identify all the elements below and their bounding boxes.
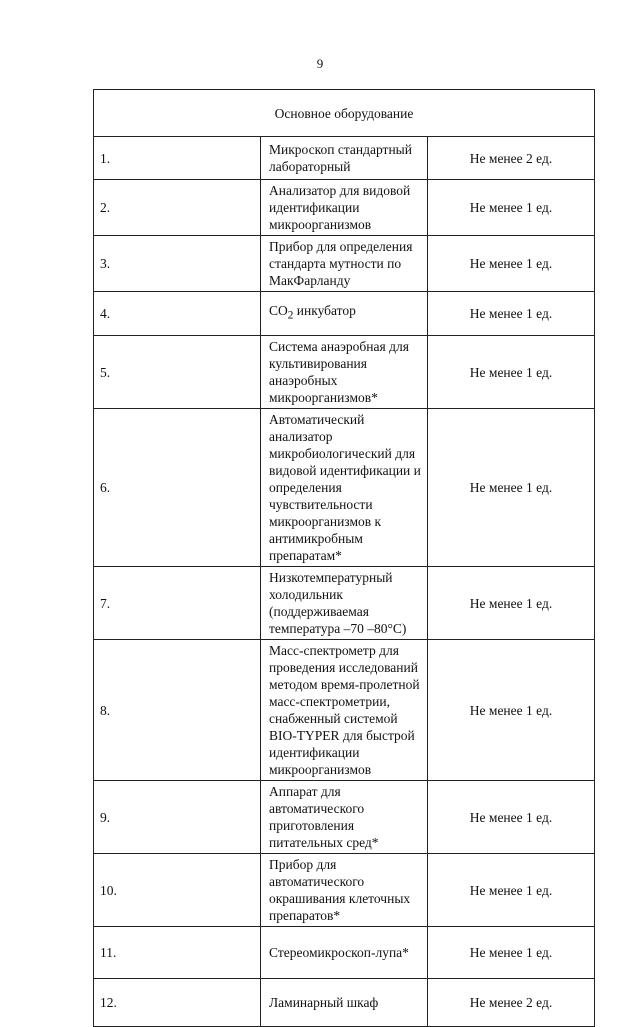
page-number: 9 [316,56,324,71]
row-number: 6. [94,409,261,567]
equipment-name: Система анаэробная для культивирования анаэробных микроорганизмов* [261,336,428,409]
equipment-quantity: Не менее 1 ед. [428,927,595,979]
row-number: 2. [94,180,261,236]
table-row [94,137,595,180]
table-header-row [94,90,595,137]
table-row [94,640,595,781]
equipment-name: Аппарат для автоматического приготовления питательных сред* [261,781,428,854]
equipment-quantity: Не менее 1 ед. [428,236,595,292]
co2-text: CO [269,303,288,319]
row-number: 5. [94,336,261,409]
equipment-name: Микроскоп стандартный лабораторный [261,137,428,180]
row-number: 11. [94,927,261,979]
equipment-name [261,292,428,336]
table-row [94,927,595,979]
row-number: 4. [94,292,261,336]
table-row [94,180,595,236]
table-row [94,292,595,336]
co2-subscript: 2 [287,309,294,322]
equipment-name: Масс-спектрометр для проведения исследований методом время-пролетной масс-спектрометрии, снабженный системой BIO-TYPER для быстрой идентификации микроорганизмов [261,640,428,781]
row-number: 7. [94,567,261,640]
equipment-name: Низкотемпературный холодильник (поддерживаемая температура –70 –80°С) [261,567,428,640]
equipment-name: Анализатор для видовой идентификации микроорганизмов [261,180,428,236]
row-number: 3. [94,236,261,292]
equipment-name: Прибор для определения стандарта мутности по МакФарланду [261,236,428,292]
equipment-quantity: Не менее 1 ед. [428,336,595,409]
equipment-name: Стереомикроскоп-лупа* [261,927,428,979]
equipment-name: Автоматический анализатор микробиологический для видовой идентификации и определения чувствительности микроорганизмов к антимикробным препаратам* [261,409,428,567]
incubator-text: инкубатор [293,303,356,319]
table-row [94,979,595,1027]
equipment-name: Прибор для автоматического окрашивания клеточных препаратов* [261,854,428,927]
equipment-quantity: Не менее 2 ед. [428,979,595,1027]
row-number: 10. [94,854,261,927]
equipment-quantity: Не менее 1 ед. [428,567,595,640]
table-row [94,781,595,854]
equipment-quantity: Не менее 1 ед. [428,640,595,781]
equipment-quantity: Не менее 2 ед. [428,137,595,180]
equipment-quantity: Не менее 1 ед. [428,409,595,567]
row-number: 1. [94,137,261,180]
row-number: 9. [94,781,261,854]
equipment-quantity: Не менее 1 ед. [428,854,595,927]
equipment-table [93,89,595,1027]
equipment-quantity: Не менее 1 ед. [428,292,595,336]
equipment-quantity: Не менее 1 ед. [428,180,595,236]
table-row [94,409,595,567]
table-row [94,567,595,640]
table-row [94,336,595,409]
table-row [94,236,595,292]
row-number: 12. [94,979,261,1027]
table-header: Основное оборудование [94,90,595,137]
table-row [94,854,595,927]
equipment-quantity: Не менее 1 ед. [428,781,595,854]
equipment-name: Ламинарный шкаф [261,979,428,1027]
row-number: 8. [94,640,261,781]
